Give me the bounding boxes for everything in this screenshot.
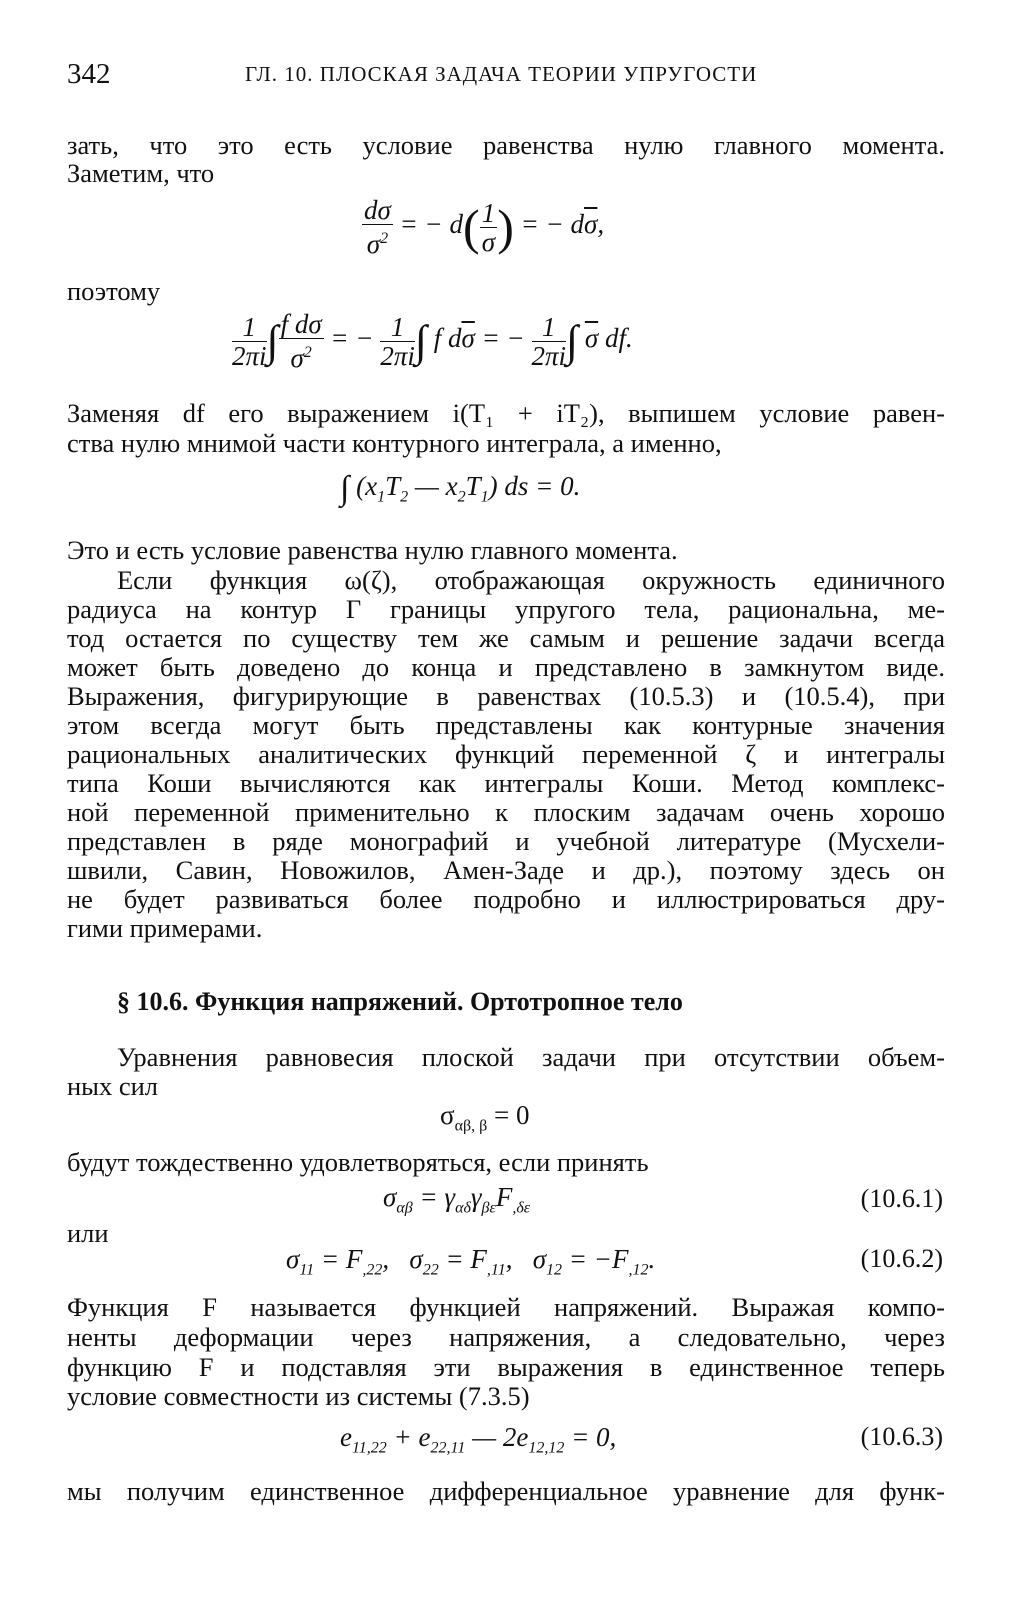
running-title: ГЛ. 10. ПЛОСКАЯ ЗАДАЧА ТЕОРИИ УПРУГОСТИ [245, 62, 758, 86]
text-line: Выражения, фигурирующие в равенствах (10.5.3) и (10.5.4), при [67, 681, 945, 711]
equation-compatibility: $e_{11,22} + e_{22,11}$ — $2e_{12,12} = 0$, [340, 1422, 617, 1457]
text-line: поэтому [67, 276, 161, 306]
text-line: ной переменной применительно к плоским задачам очень хорошо [67, 797, 945, 827]
text-line: может быть доведено до конца и представлено в замкнутом виде. [67, 652, 945, 682]
text-line: швили, Савин, Новожилов, Амен-Заде и др.), поэтому здесь он [67, 855, 945, 885]
text-line: рациональных аналитических функций переменной ζ и интегралы [67, 739, 945, 769]
section-title: § 10.6. Функция напряжений. Ортотропное тело [117, 987, 683, 1016]
equation-differential: $\frac{d\sigma}{\sigma^2}$ = − d( $\frac{1}{\sigma}$ ) = − $d\overline{\sigma}$, [364, 195, 605, 259]
text-line: или [67, 1218, 109, 1248]
text-line: мы получим единственное дифференциальное уравнение для функ- [67, 1476, 945, 1506]
equation-equilibrium: $\sigma_{\alpha\beta, \beta} = 0$ [440, 1100, 530, 1135]
equation-number: (10.6.2) [860, 1244, 943, 1273]
text-line: ненты деформации через напряжения, а следовательно, через [67, 1322, 945, 1352]
equation-stress-function: $\sigma_{\alpha\beta} = \gamma_{\alpha\delta}\gamma_{\beta\varepsilon}F_{,\delta\varepsilon}$ [383, 1182, 531, 1217]
text-line: зать, что это есть условие равенства нулю главного момента. [67, 130, 945, 160]
text-line: ных сил [67, 1071, 159, 1101]
text-line: тод остается по существу тем же самым и решение задачи всегда [67, 623, 945, 653]
equation-contour-integral: ∫ ($x_1T_2$ — $x_2T_1$) ds = 0. [340, 470, 581, 507]
text-line: Заметим, что [67, 158, 215, 188]
text-line: гими примерами. [67, 913, 263, 943]
text-line: Это и есть условие равенства нулю главного момента. [67, 535, 678, 565]
text-line: ства нулю мнимой части контурного интеграла, а именно, [67, 428, 722, 458]
equation-stress-components: $\sigma_{11} = F_{,22}$, $\sigma_{22} = F_{,11}$, $\sigma_{12} = -F_{,12}$. [286, 1244, 656, 1279]
text-line: этом всегда могут быть представлены как контурные значения [67, 710, 945, 740]
text-line: не будет развиваться более подробно и иллюстрироваться дру- [67, 884, 945, 914]
text-line: представлен в ряде монографий и учебной литературе (Мусхели- [67, 826, 945, 856]
text-line: функцию F и подставляя эти выражения в единственное теперь [67, 1352, 945, 1382]
text-line: Функция F называется функцией напряжений. Выражая компо- [67, 1292, 945, 1322]
text-line: радиуса на контур Г границы упругого тела, рациональна, ме- [67, 594, 945, 624]
text-line: Заменяя df его выражением i(T₁ + iT₂), выпишем условие равен- [67, 398, 945, 428]
page-number: 342 [67, 58, 111, 90]
equation-integrals: $\frac{1}{2\pi i}$ ∫ $\frac{\text{f dσ}}{\sigma^2}$ = − $\frac{1}{2\pi i}$ ∫ f $d\overline{\sigma}$ = − $\frac{1}{2\pi i}$ ∫ $\overline{\sigma}$ df. [232, 309, 633, 373]
text-line: будут тождественно удовлетворяться, если принять [67, 1147, 649, 1177]
equation-number: (10.6.1) [860, 1184, 943, 1213]
text-line: условие совместности из системы (7.3.5) [67, 1381, 530, 1411]
equation-number: (10.6.3) [860, 1422, 943, 1451]
text-line: Если функция ω(ζ), отображающая окружность единичного [117, 565, 945, 595]
text-line: типа Коши вычисляются как интегралы Коши. Метод комплекс- [67, 768, 945, 798]
text-line: Уравнения равновесия плоской задачи при отсутствии объем- [117, 1042, 945, 1072]
